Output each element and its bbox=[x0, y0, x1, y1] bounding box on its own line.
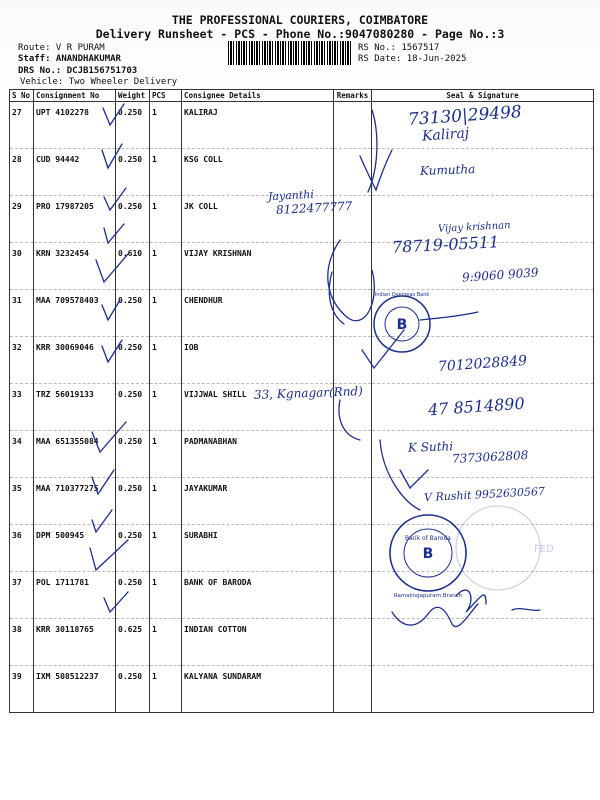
handwriting-h1: 73130|29498 bbox=[407, 102, 523, 130]
drs-label: DRS No.: DCJB156751703 bbox=[18, 66, 138, 76]
fed-stamp-text: FED bbox=[534, 544, 554, 555]
cell-consignee: VIJAY KRISHNAN bbox=[182, 243, 334, 290]
route-label: Route: V R PURAM bbox=[18, 43, 105, 53]
cell-consignee: INDIAN COTTON bbox=[182, 619, 334, 666]
cell-weight: 0.250 bbox=[116, 572, 150, 619]
cell-consignment: POL 1711781 bbox=[34, 572, 116, 619]
cell-weight: 0.250 bbox=[116, 102, 150, 149]
cell-weight: 0.250 bbox=[116, 525, 150, 572]
bob-stamp-branch: Ramalingapuram Branch bbox=[393, 593, 463, 599]
cell-sno: 28 bbox=[10, 149, 34, 196]
cell-consignment: MAA 651355084 bbox=[34, 431, 116, 478]
cell-weight: 0.250 bbox=[116, 290, 150, 337]
cell-remarks bbox=[334, 478, 372, 525]
iob-stamp-text: Indian Overseas Bank bbox=[374, 292, 430, 298]
cell-pcs: 1 bbox=[150, 384, 182, 431]
cell-remarks bbox=[334, 243, 372, 290]
col-weight: Weight bbox=[116, 90, 150, 102]
bob-stamp-text: Bank of Baroda bbox=[405, 535, 451, 542]
handwriting-h2: Kaliraj bbox=[421, 125, 470, 145]
handwriting-h14: V Rushit 9952630567 bbox=[423, 484, 546, 505]
cell-pcs: 1 bbox=[150, 196, 182, 243]
cell-remarks bbox=[334, 431, 372, 478]
cell-consignment: KRR 30069046 bbox=[34, 337, 116, 384]
cell-remarks bbox=[334, 290, 372, 337]
cell-sno: 30 bbox=[10, 243, 34, 290]
col-remarks: Remarks bbox=[334, 90, 372, 102]
cell-remarks bbox=[334, 149, 372, 196]
cell-consignment: KRN 3232454 bbox=[34, 243, 116, 290]
cell-weight: 0.250 bbox=[116, 666, 150, 713]
cell-remarks bbox=[334, 572, 372, 619]
handwriting-h8: 9:9060 9039 bbox=[461, 265, 539, 285]
cell-sno: 29 bbox=[10, 196, 34, 243]
table-row bbox=[10, 243, 594, 290]
rs-number: RS No.: 1567517 bbox=[358, 43, 440, 53]
cell-pcs: 1 bbox=[150, 102, 182, 149]
handwriting-h9: 7012028849 bbox=[437, 352, 528, 376]
cell-pcs: 1 bbox=[150, 337, 182, 384]
cell-consignment: UPT 4102278 bbox=[34, 102, 116, 149]
cell-pcs: 1 bbox=[150, 149, 182, 196]
cell-pcs: 1 bbox=[150, 572, 182, 619]
cell-consignment: IXM 508512237 bbox=[34, 666, 116, 713]
cell-sno: 37 bbox=[10, 572, 34, 619]
barcode bbox=[228, 41, 352, 65]
table-row bbox=[10, 290, 594, 337]
cell-consignee: BANK OF BARODA bbox=[182, 572, 334, 619]
cell-consignee: IOB bbox=[182, 337, 334, 384]
cell-weight: 0.250 bbox=[116, 384, 150, 431]
col-consignment: Consignment No bbox=[34, 90, 116, 102]
col-seal-signature: Seal & Signature bbox=[372, 90, 594, 102]
bob-stamp-mark: B bbox=[422, 546, 434, 562]
cell-pcs: 1 bbox=[150, 243, 182, 290]
iob-stamp-mark: B bbox=[396, 317, 408, 333]
cell-remarks bbox=[334, 666, 372, 713]
handwriting-h3: Kumutha bbox=[419, 162, 476, 178]
cell-weight: 0.625 bbox=[116, 619, 150, 666]
cell-sno: 34 bbox=[10, 431, 34, 478]
cell-consignment: MAA 710377275 bbox=[34, 478, 116, 525]
table-row bbox=[10, 525, 594, 572]
table-row bbox=[10, 619, 594, 666]
cell-pcs: 1 bbox=[150, 666, 182, 713]
cell-sno: 31 bbox=[10, 290, 34, 337]
cell-signature bbox=[372, 666, 594, 713]
handwriting-h11: 47 8514890 bbox=[427, 393, 526, 420]
cell-consignment: DPM 500945 bbox=[34, 525, 116, 572]
cell-sno: 35 bbox=[10, 478, 34, 525]
col-pcs: PCS bbox=[150, 90, 182, 102]
cell-signature bbox=[372, 619, 594, 666]
runsheet-subtitle: Delivery Runsheet - PCS - Phone No.:9047080280 - Page No.:3 bbox=[95, 27, 505, 41]
cell-signature bbox=[372, 525, 594, 572]
vehicle-label: Vehicle: Two Wheeler Delivery bbox=[20, 77, 178, 87]
cell-consignee: SURABHI bbox=[182, 525, 334, 572]
cell-pcs: 1 bbox=[150, 478, 182, 525]
cell-signature bbox=[372, 572, 594, 619]
cell-consignee: KALYANA SUNDARAM bbox=[182, 666, 334, 713]
cell-sno: 33 bbox=[10, 384, 34, 431]
cell-weight: 0.250 bbox=[116, 478, 150, 525]
cell-weight: 0.250 bbox=[116, 337, 150, 384]
table-header-row bbox=[10, 90, 594, 102]
cell-weight: 0.610 bbox=[116, 243, 150, 290]
table-row bbox=[10, 572, 594, 619]
handwriting-h6: Vijay krishnan bbox=[437, 220, 511, 235]
col-consignee: Consignee Details bbox=[182, 90, 334, 102]
cell-sno: 27 bbox=[10, 102, 34, 149]
col-sno: S No bbox=[10, 90, 34, 102]
handwriting-h13: 7373062808 bbox=[451, 448, 529, 466]
table-row bbox=[10, 478, 594, 525]
handwriting-h10: 33, Kgnagar(Rnd) bbox=[253, 384, 364, 402]
handwriting-h7: 78719-05511 bbox=[391, 232, 500, 257]
cell-pcs: 1 bbox=[150, 431, 182, 478]
company-title: THE PROFESSIONAL COURIERS, COIMBATORE bbox=[171, 13, 429, 27]
staff-label: Staff: ANANDHAKUMAR bbox=[18, 54, 121, 64]
cell-consignee: CHENDHUR bbox=[182, 290, 334, 337]
handwriting-h4: Jayanthi bbox=[267, 187, 315, 204]
cell-weight: 0.250 bbox=[116, 149, 150, 196]
cell-consignment: PRO 17987205 bbox=[34, 196, 116, 243]
cell-consignee: JAYAKUMAR bbox=[182, 478, 334, 525]
cell-remarks bbox=[334, 619, 372, 666]
cell-weight: 0.250 bbox=[116, 431, 150, 478]
cell-consignment: MAA 709578403 bbox=[34, 290, 116, 337]
cell-pcs: 1 bbox=[150, 290, 182, 337]
handwriting-h12: K Suthi bbox=[407, 439, 454, 455]
cell-remarks bbox=[334, 525, 372, 572]
cell-sno: 32 bbox=[10, 337, 34, 384]
cell-consignment: TRZ 56019133 bbox=[34, 384, 116, 431]
cell-remarks bbox=[334, 337, 372, 384]
cell-consignee: PADMANABHAN bbox=[182, 431, 334, 478]
cell-consignee: KSG COLL bbox=[182, 149, 334, 196]
cell-weight: 0.250 bbox=[116, 196, 150, 243]
cell-consignee: KALIRAJ bbox=[182, 102, 334, 149]
cell-signature bbox=[372, 290, 594, 337]
cell-consignee: JK COLL bbox=[182, 196, 334, 243]
handwriting-h5: 8122477777 bbox=[275, 199, 353, 217]
cell-sno: 36 bbox=[10, 525, 34, 572]
cell-sno: 38 bbox=[10, 619, 34, 666]
table-row bbox=[10, 666, 594, 713]
cell-pcs: 1 bbox=[150, 619, 182, 666]
cell-pcs: 1 bbox=[150, 525, 182, 572]
cell-consignment: CUD 94442 bbox=[34, 149, 116, 196]
cell-sno: 39 bbox=[10, 666, 34, 713]
cell-consignment: KRR 30118765 bbox=[34, 619, 116, 666]
cell-remarks bbox=[334, 102, 372, 149]
cell-signature bbox=[372, 149, 594, 196]
cell-consignee: VIJJWAL SHILL bbox=[182, 384, 334, 431]
rs-date: RS Date: 18-Jun-2025 bbox=[358, 54, 467, 64]
